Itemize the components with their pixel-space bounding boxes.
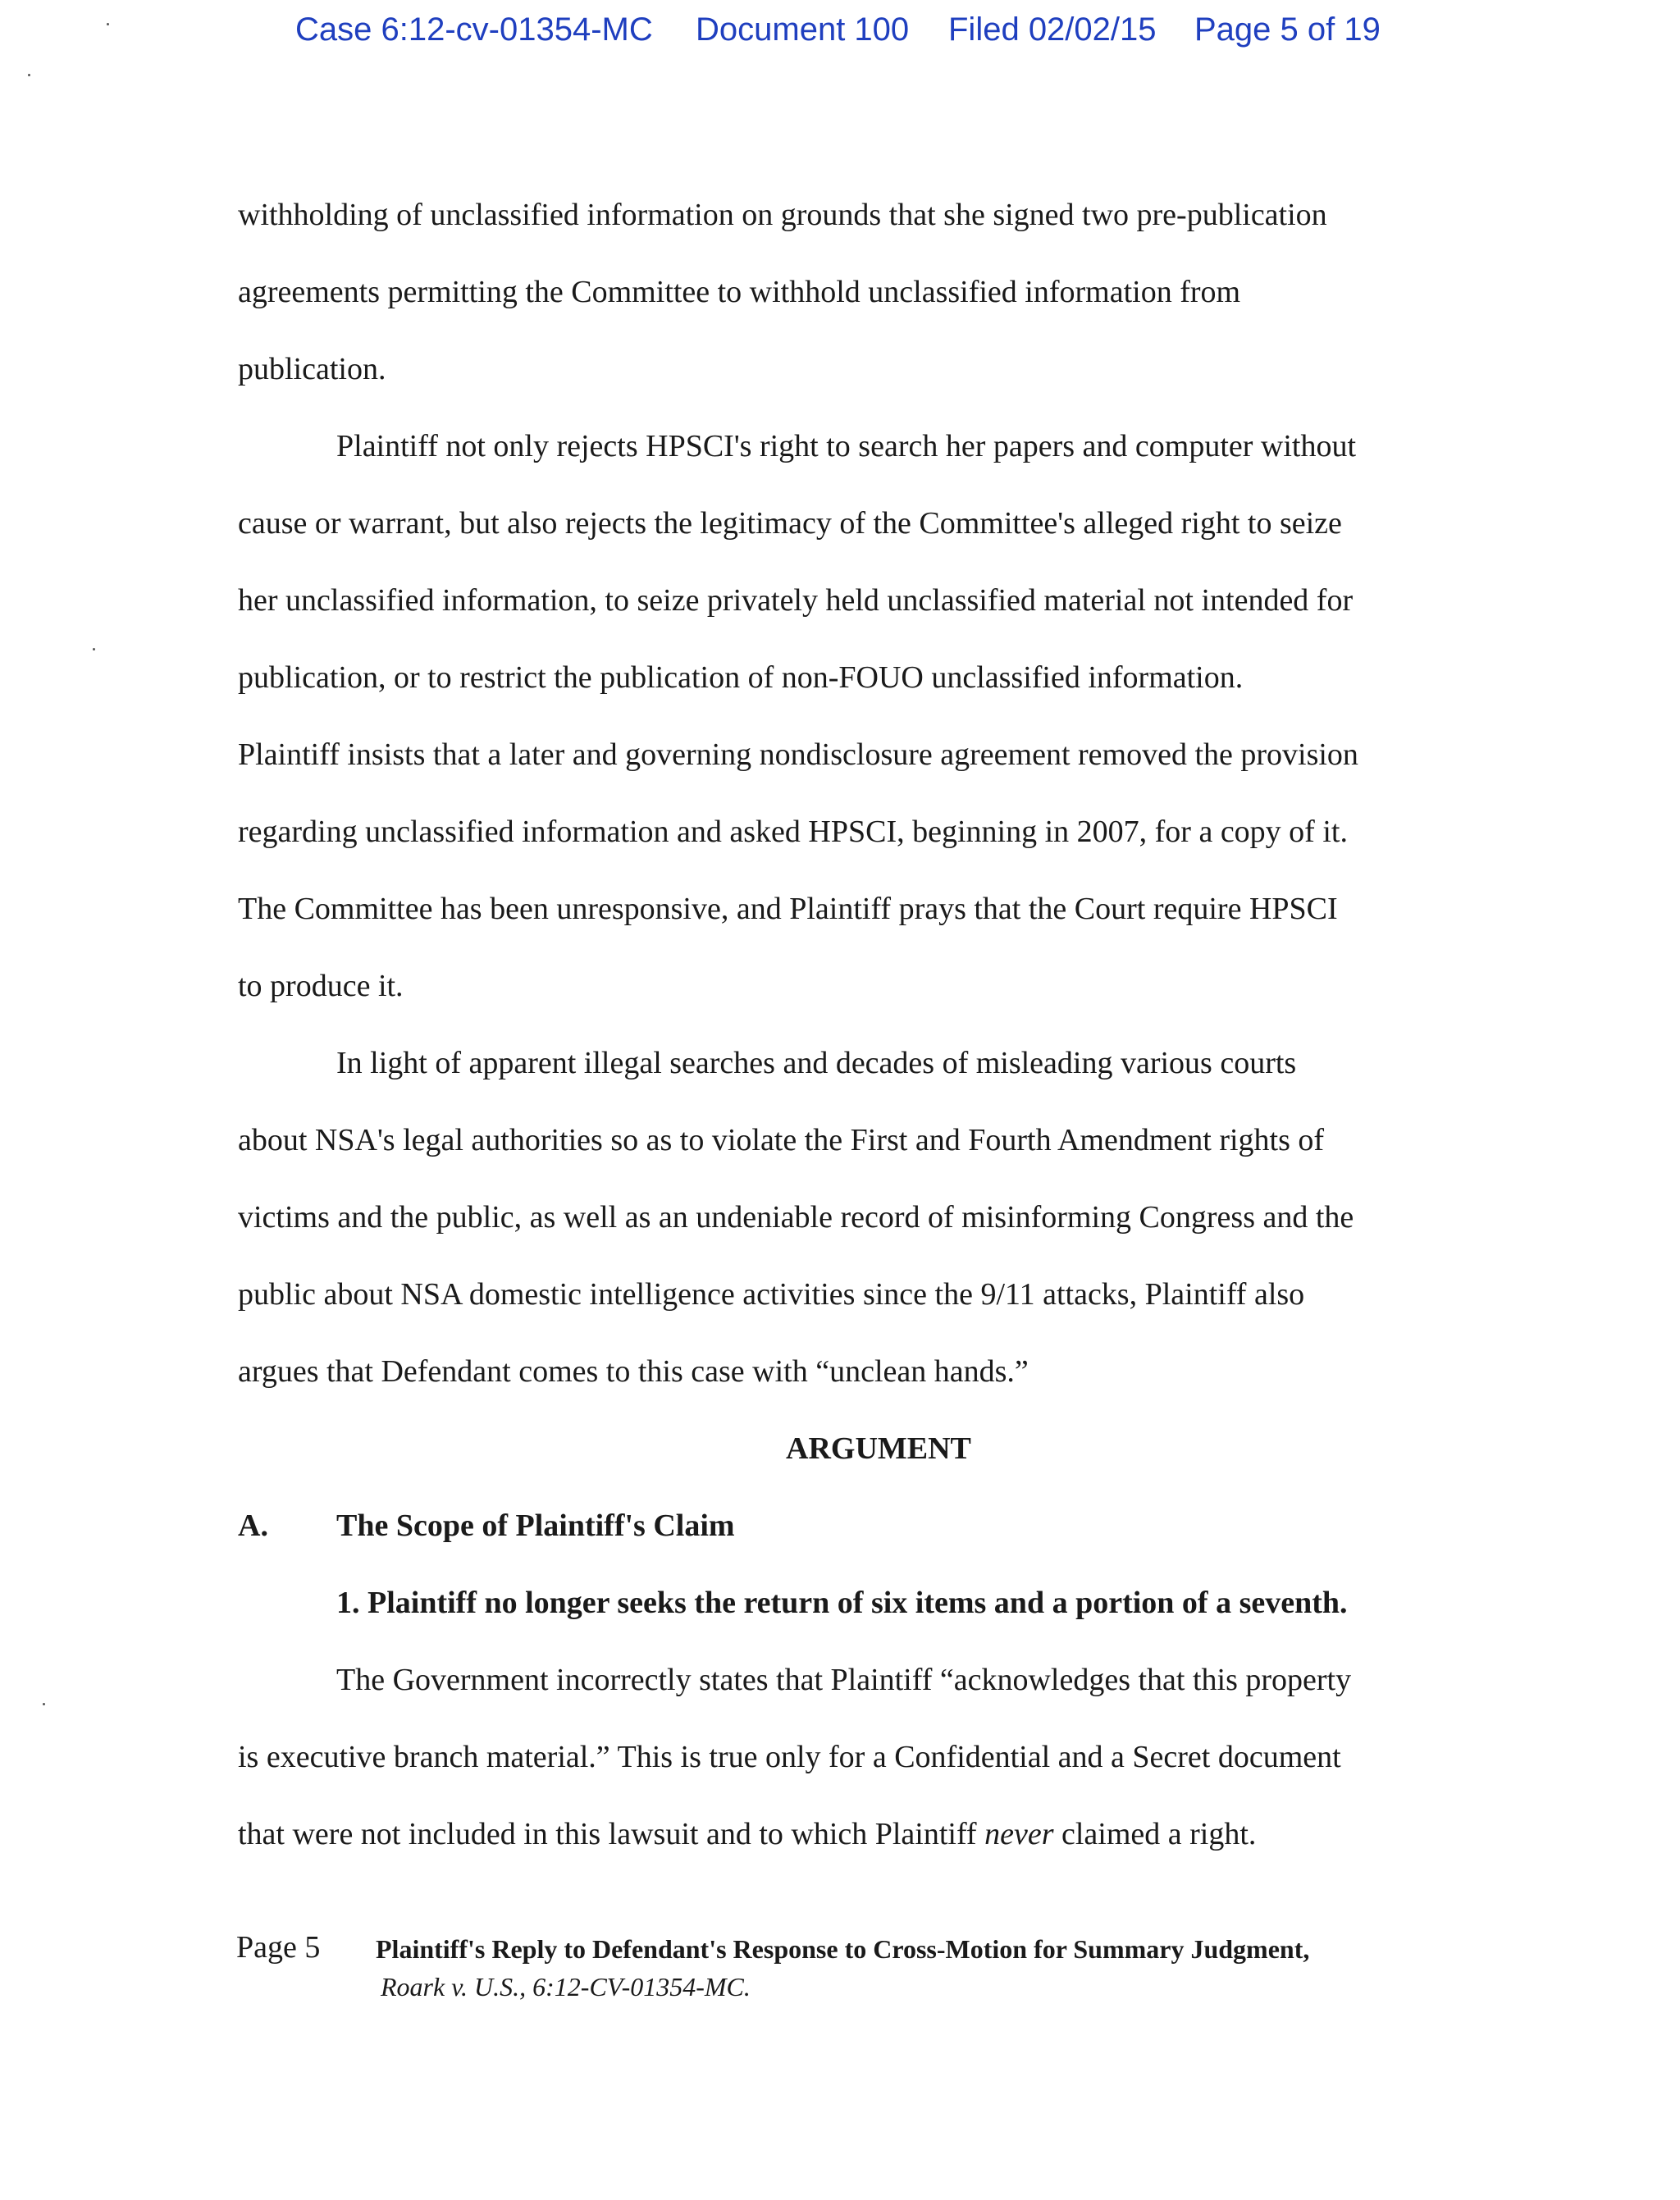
case-number: Case 6:12-cv-01354-MC — [295, 11, 653, 48]
section-letter: A. — [238, 1509, 268, 1543]
text-line: The Government incorrectly states that Plaintiff “acknowledges that this property — [336, 1663, 1352, 1697]
filed-date: Filed 02/02/15 — [948, 11, 1157, 48]
scan-speck — [93, 648, 95, 650]
footer-citation: Roark v. U.S., 6:12-CV-01354-MC. — [381, 1972, 751, 2001]
text-run: claimed a right. — [1053, 1817, 1257, 1851]
scan-speck — [43, 1703, 45, 1705]
text-line: The Committee has been unresponsive, and Plaintiff prays that the Court require HPSCI — [238, 892, 1338, 926]
footer-title: Plaintiff's Reply to Defendant's Response to Cross-Motion for Summary Judgment, — [376, 1934, 1310, 1964]
text-line: In light of apparent illegal searches and decades of misleading various courts — [336, 1046, 1297, 1080]
scan-speck — [107, 23, 109, 25]
text-line: public about NSA domestic intelligence activities since the 9/11 attacks, Plaintiff also — [238, 1277, 1305, 1312]
text-line: withholding of unclassified information on grounds that she signed two pre-publication — [238, 198, 1327, 232]
text-line: is executive branch material.” This is true only for a Confidential and a Secret document — [238, 1740, 1341, 1774]
argument-heading: ARGUMENT — [786, 1431, 971, 1466]
emphasis-never: never — [984, 1817, 1054, 1851]
subheading: 1. Plaintiff no longer seeks the return of six items and a portion of a seventh. — [336, 1586, 1348, 1620]
scan-speck — [28, 74, 30, 76]
text-line: regarding unclassified information and asked HPSCI, beginning in 2007, for a copy of it. — [238, 815, 1348, 849]
text-line: about NSA's legal authorities so as to violate the First and Fourth Amendment rights of — [238, 1123, 1325, 1157]
text-line: Plaintiff insists that a later and governing nondisclosure agreement removed the provision — [238, 737, 1358, 772]
text-line: her unclassified information, to seize privately held unclassified material not intended for — [238, 583, 1354, 618]
text-line — [238, 1814, 1256, 1854]
document-number: Document 100 — [696, 11, 910, 48]
text-line: agreements permitting the Committee to withhold unclassified information from — [238, 275, 1241, 309]
text-run: that were not included in this lawsuit and to which Plaintiff — [238, 1817, 985, 1851]
text-line: publication, or to restrict the publication of non-FOUO unclassified information. — [238, 660, 1244, 695]
page-count: Page 5 of 19 — [1194, 11, 1381, 48]
text-line: publication. — [238, 352, 386, 386]
text-line: to produce it. — [238, 969, 404, 1003]
footer-page-label: Page 5 — [236, 1930, 321, 1965]
text-line: victims and the public, as well as an undeniable record of misinforming Congress and the — [238, 1200, 1354, 1235]
text-line: cause or warrant, but also rejects the legitimacy of the Committee's alleged right to seize — [238, 506, 1342, 541]
section-title: The Scope of Plaintiff's Claim — [336, 1509, 735, 1543]
text-line: argues that Defendant comes to this case with “unclean hands.” — [238, 1354, 1029, 1389]
text-line: Plaintiff not only rejects HPSCI's right to search her papers and computer without — [336, 429, 1357, 463]
